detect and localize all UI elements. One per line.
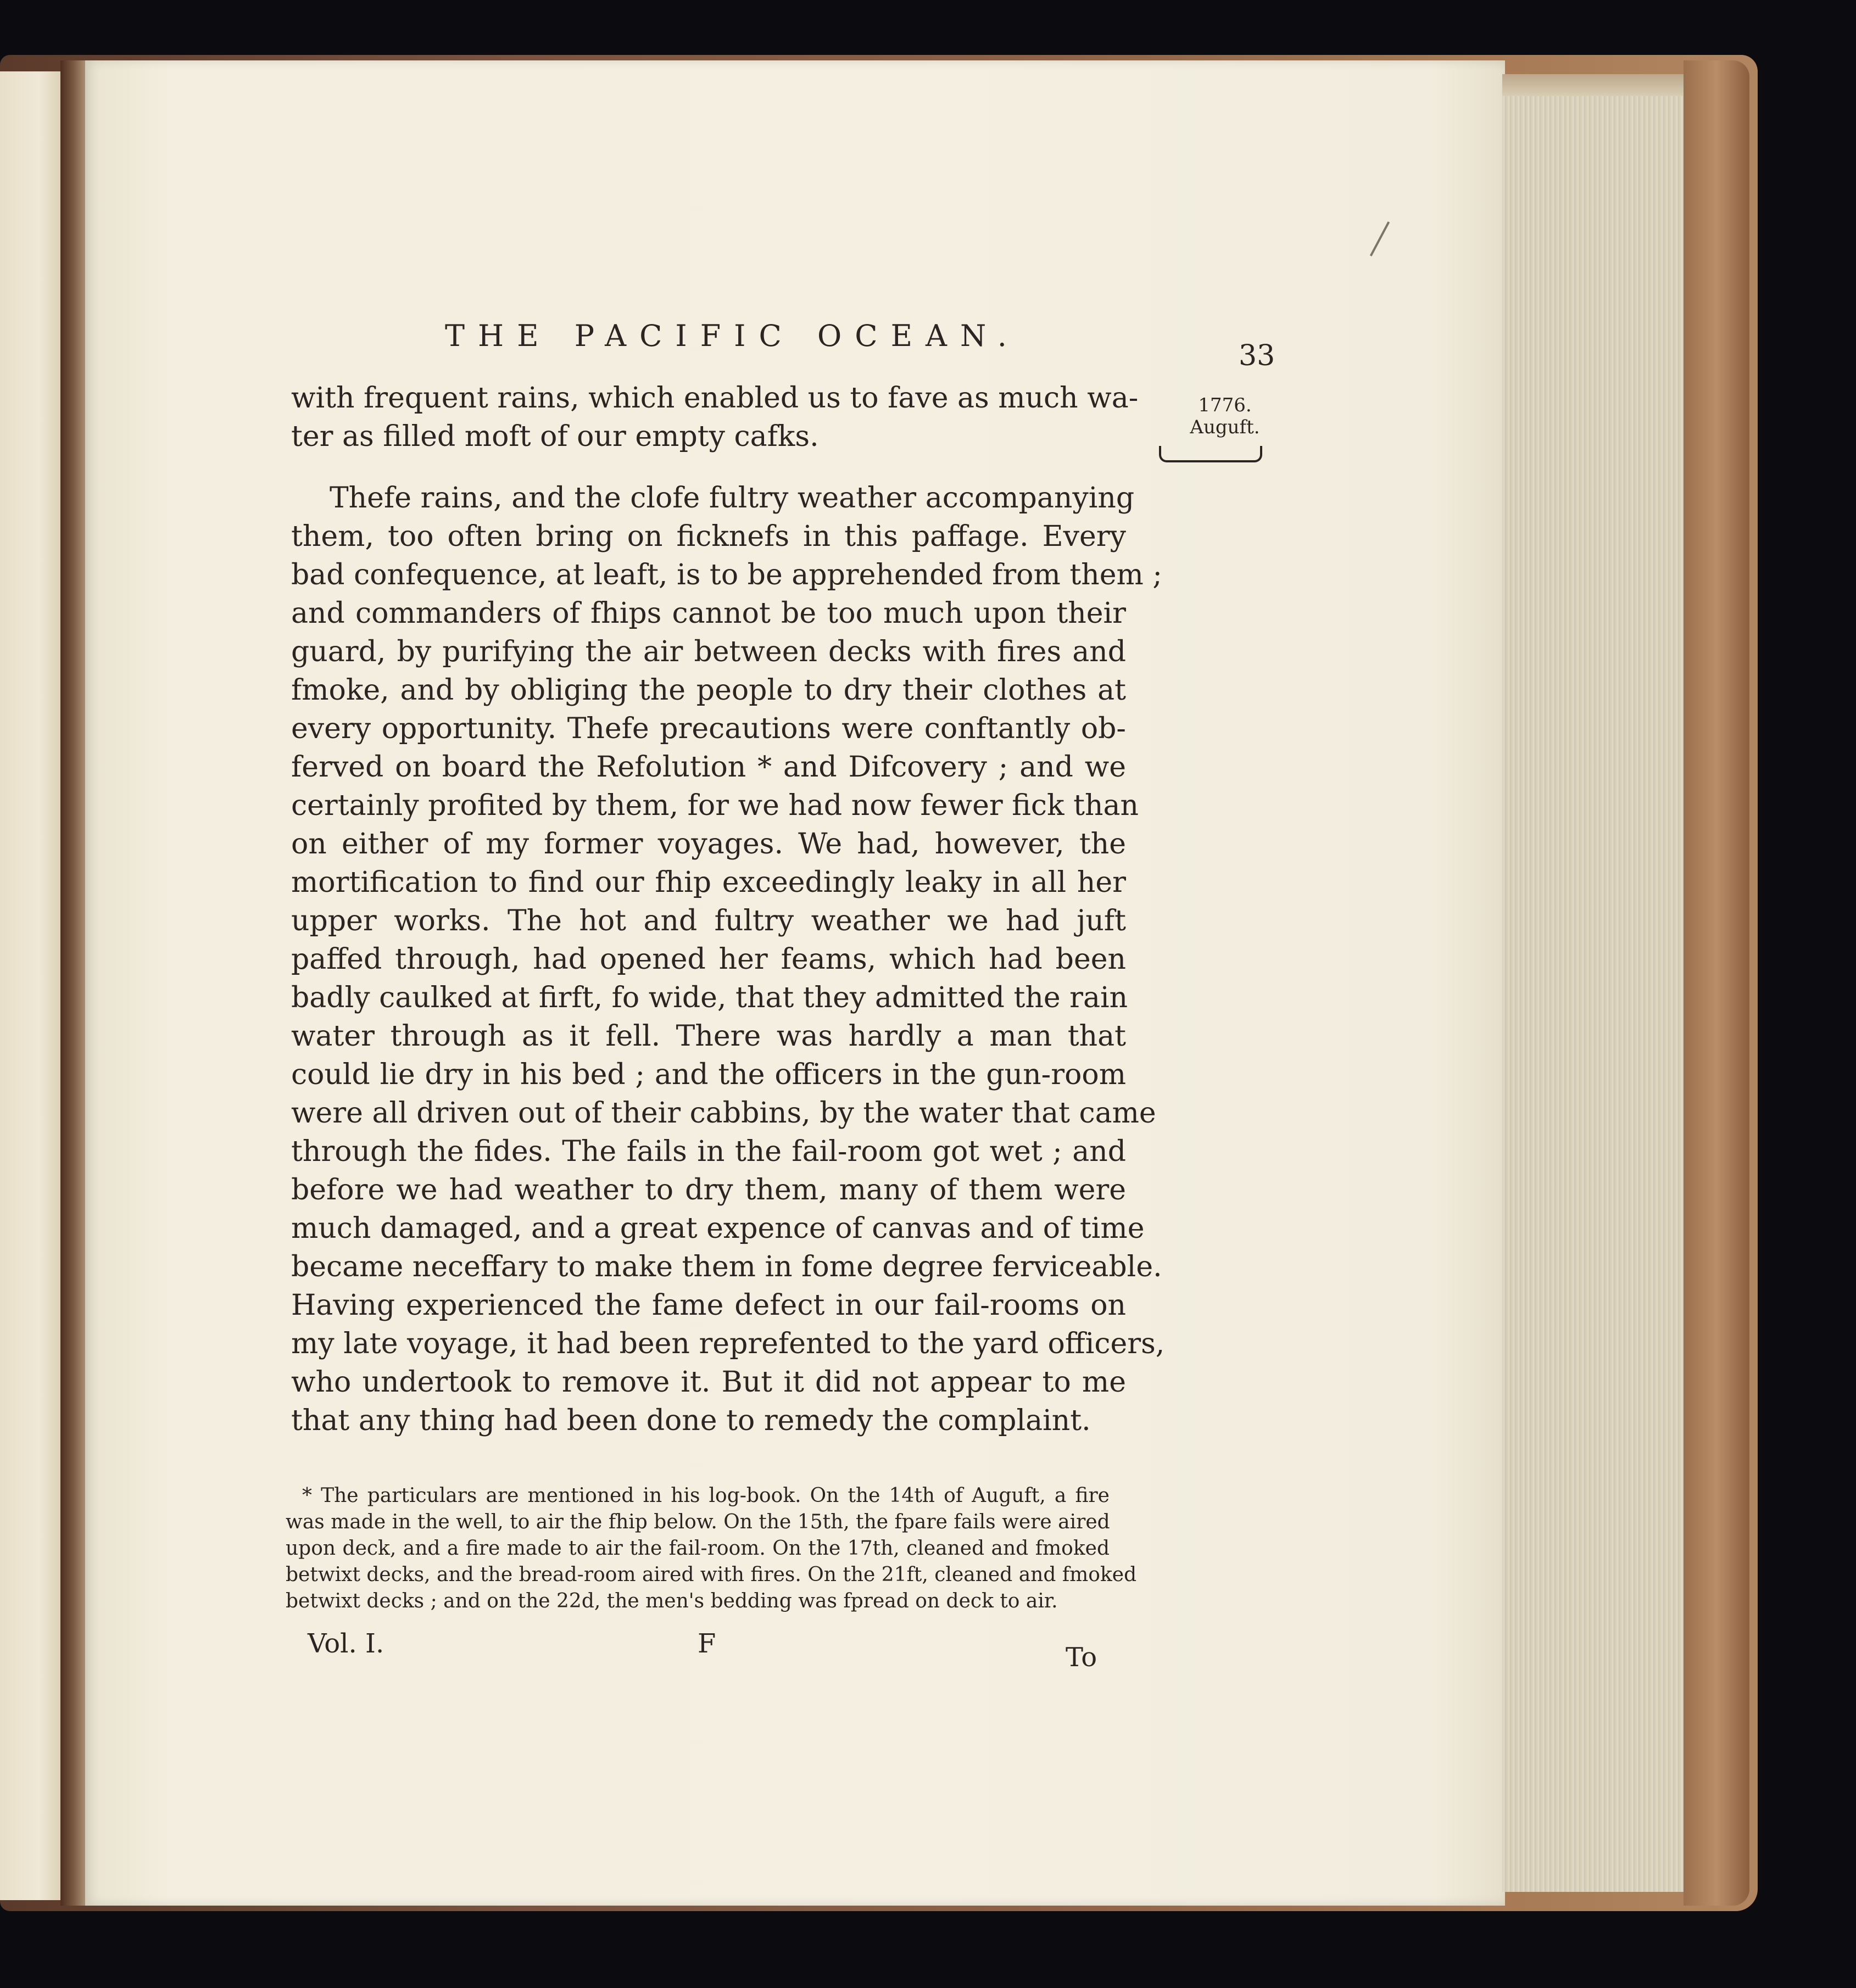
text-line: fmoke, and by obliging the people to dry their clothes at xyxy=(291,674,1126,707)
signature-mark: F xyxy=(698,1628,716,1659)
paragraph-2 xyxy=(291,479,1165,1440)
text-line: mortification to find our fhip exceedingly leaky in all her xyxy=(291,866,1126,899)
footnote-line: * The particulars are mentioned in his log-book. On the 14th of Auguft, a fire xyxy=(302,1484,1110,1507)
text-line: my late voyage, it had been reprefented to the yard officers, xyxy=(291,1327,1165,1360)
text-line: water through as it fell. There was hardly a man that xyxy=(291,1020,1126,1053)
text-line: with frequent rains, which enabled us to fave as much wa- xyxy=(291,382,1139,415)
text-line: guard, by purifying the air between decks with fires and xyxy=(291,635,1126,668)
pencil-mark xyxy=(1370,221,1390,256)
text-line: badly caulked at firft, fo wide, that they admitted the rain xyxy=(291,981,1128,1014)
catchword: To xyxy=(1066,1642,1097,1673)
margin-note-year: 1776. xyxy=(1198,394,1252,416)
text-line: ter as filled moft of our empty cafks. xyxy=(291,420,819,453)
text-line: Thefe rains, and the clofe fultry weather accompanying xyxy=(330,482,1135,515)
text-line: ferved on board the Refolution * and Difcovery ; and we xyxy=(291,751,1126,784)
text-line: became neceffary to make them in fome degree ferviceable. xyxy=(291,1250,1162,1283)
text-line: and commanders of fhips cannot be too much upon their xyxy=(291,597,1126,630)
text-line: upper works. The hot and fultry weather we had juft xyxy=(291,904,1126,937)
footnote-line: was made in the well, to air the fhip below. On the 15th, the fpare fails were aired xyxy=(286,1511,1110,1533)
margin-brace xyxy=(1159,446,1262,462)
margin-note-month: Auguft. xyxy=(1190,416,1260,438)
text-line: on either of my former voyages. We had, however, the xyxy=(291,828,1126,861)
text-line: through the fides. The fails in the fail-room got wet ; and xyxy=(291,1135,1126,1168)
text-line: Having experienced the fame defect in our fail-rooms on xyxy=(291,1289,1126,1322)
text-line: certainly profited by them, for we had now fewer fick than xyxy=(291,789,1139,822)
text-line: bad confequence, at leaft, is to be apprehended from them ; xyxy=(291,559,1162,591)
text-line: much damaged, and a great expence of canvas and of time xyxy=(291,1212,1145,1245)
body-text xyxy=(291,379,1165,1440)
text-line: who undertook to remove it. But it did not appear to me xyxy=(291,1366,1126,1399)
running-head: THE PACIFIC OCEAN. xyxy=(445,319,1020,353)
footnote-line: upon deck, and a fire made to air the fail-room. On the 17th, cleaned and fmoked xyxy=(286,1537,1110,1560)
footnote-line: betwixt decks ; and on the 22d, the men's bedding was fpread on deck to air. xyxy=(286,1590,1058,1612)
text-line: every opportunity. Thefe precautions were conftantly ob- xyxy=(291,712,1126,745)
text-line: paffed through, had opened her feams, which had been xyxy=(291,943,1126,976)
page-number: 33 xyxy=(1239,339,1275,372)
text-line: that any thing had been done to remedy the complaint. xyxy=(291,1404,1091,1437)
paragraph-1 xyxy=(291,379,1139,456)
text-line: them, too often bring on ficknefs in this paffage. Every xyxy=(291,520,1126,553)
text-line: could lie dry in his bed ; and the officers in the gun-room xyxy=(291,1058,1126,1091)
footnote xyxy=(286,1483,1137,1615)
volume-signature: Vol. I. xyxy=(308,1628,384,1659)
text-line: were all driven out of their cabbins, by the water that came xyxy=(291,1097,1156,1130)
text-line: before we had weather to dry them, many of them were xyxy=(291,1174,1126,1207)
footnote-line: betwixt decks, and the bread-room aired with fires. On the 21ft, cleaned and fmoked xyxy=(286,1563,1137,1586)
margin-note xyxy=(1156,394,1294,438)
